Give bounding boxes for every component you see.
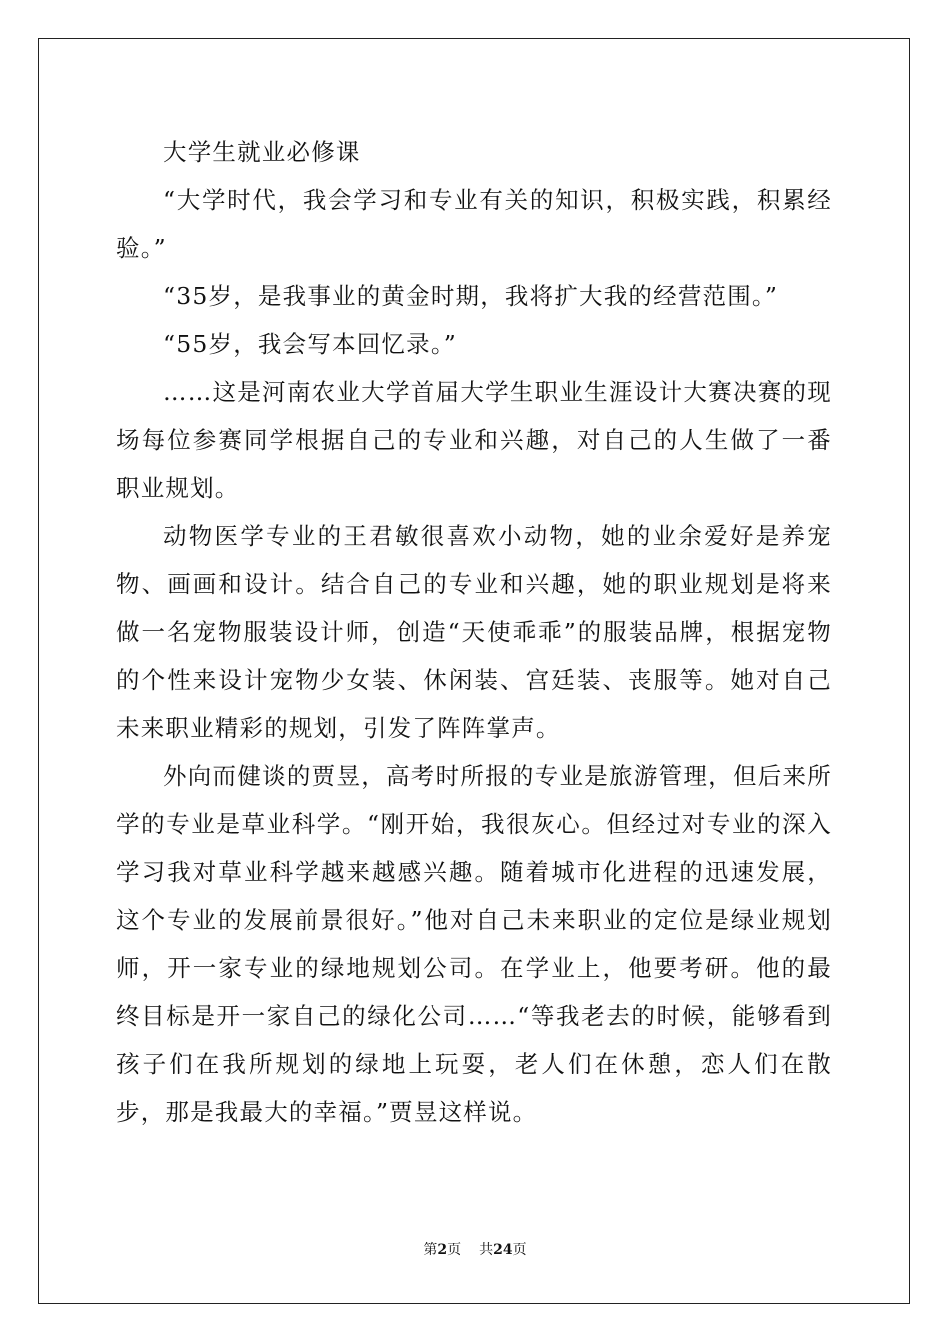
current-page: 2 [437,1242,448,1258]
paragraph: “55岁，我会写本回忆录。” [163,330,457,358]
document-body [116,128,832,1136]
total-pages: 24 [493,1242,513,1258]
page-total: 共24页 [479,1242,527,1258]
paragraph: “35岁，是我事业的黄金时期，我将扩大我的经营范围。” [163,282,779,310]
page-number: 第2页 [423,1242,462,1258]
paragraph: “大学时代，我会学习和专业有关的知识，积极实践，积累经验。” [116,186,832,262]
paragraph: 动物医学专业的王君敏很喜欢小动物，她的业余爱好是养宠物、画画和设计。结合自己的专业和兴趣，她的职业规划是将来做一名宠物服装设计师，创造“天使乖乖”的服装品牌，根据宠物的个性来设计宠物少女装、休闲装、宫廷装、丧服等。她对自己未来职业精彩的规划，引发了阵阵掌声。 [116,522,832,742]
document-heading: 大学生就业必修课 [163,138,361,166]
paragraph: 外向而健谈的贾昱，高考时所报的专业是旅游管理，但后来所学的专业是草业科学。“刚开始，我很灰心。但经过对专业的深入学习我对草业科学越来越感兴趣。随着城市化进程的迅速发展，这个专业的发展前景很好。”他对自己未来职业的定位是绿业规划师，开一家专业的绿地规划公司。在学业上，他要考研。他的最终目标是开一家自己的绿化公司……“等我老去的时候，能够看到孩子们在我所规划的绿地上玩耍，老人们在休憩，恋人们在散步，那是我最大的幸福。”贾昱这样说。 [116,762,832,1126]
page-footer [0,1240,950,1260]
paragraph: ……这是河南农业大学首届大学生职业生涯设计大赛决赛的现场每位参赛同学根据自己的专业和兴趣，对自己的人生做了一番职业规划。 [116,378,832,502]
